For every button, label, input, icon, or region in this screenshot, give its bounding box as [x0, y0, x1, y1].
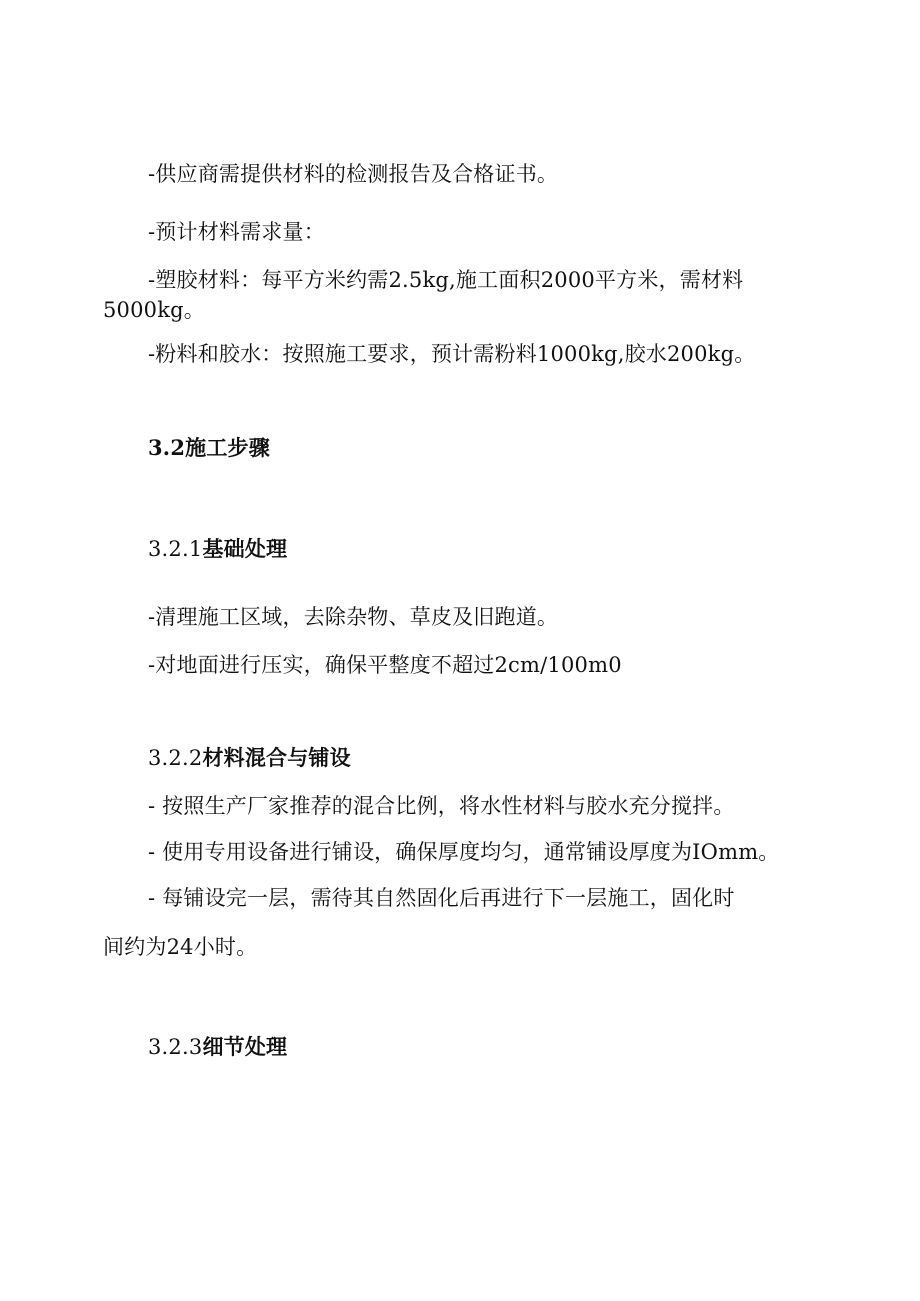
heading-3-2-2 — [148, 744, 351, 772]
paragraph-curing: - 每铺设完一层，需待其自然固化后再进行下一层施工，固化时 — [148, 886, 735, 910]
paragraph-supplier-report: -供应商需提供材料的检测报告及合格证书。 — [148, 162, 559, 186]
heading-3-2-1-number: 3.2.1 — [148, 537, 203, 561]
heading-3-2-number: 3.2 — [148, 435, 186, 460]
heading-3-2-title: 施工步骤 — [185, 435, 270, 460]
heading-3-2-2-title: 材料混合与铺设 — [202, 745, 351, 770]
paragraph-powder-glue: -粉料和胶水：按照施工要求，预计需粉料1000kg,胶水200kg。 — [148, 342, 756, 366]
paragraph-laying-thickness: - 使用专用设备进行铺设，确保厚度均匀，通常铺设厚度为IOmm。 — [148, 840, 780, 864]
paragraph-material-demand: -预计材料需求量： — [148, 220, 325, 244]
paragraph-mix-ratio: - 按照生产厂家推荐的混合比例，将水性材料与胶水充分搅拌。 — [148, 794, 735, 818]
paragraph-curing-cont: 间约为24小时。 — [103, 935, 258, 959]
paragraph-clean-area: -清理施工区域，去除杂物、草皮及旧跑道。 — [148, 605, 559, 629]
heading-3-2 — [148, 434, 270, 462]
heading-3-2-1 — [148, 535, 287, 563]
paragraph-plastic-material-cont: 5000kg。 — [103, 298, 206, 322]
paragraph-plastic-material: -塑胶材料：每平方米约需2.5kg,施工面积2000平方米，需材料 — [148, 268, 744, 292]
heading-3-2-2-number: 3.2.2 — [148, 746, 203, 770]
heading-3-2-3-title: 细节处理 — [202, 1034, 288, 1059]
heading-3-2-1-title: 基础处理 — [202, 536, 288, 561]
heading-3-2-3-number: 3.2.3 — [148, 1035, 203, 1059]
heading-3-2-3 — [148, 1033, 287, 1061]
paragraph-compact-ground: -对地面进行压实，确保平整度不超过2cm∕100m0 — [148, 653, 622, 677]
